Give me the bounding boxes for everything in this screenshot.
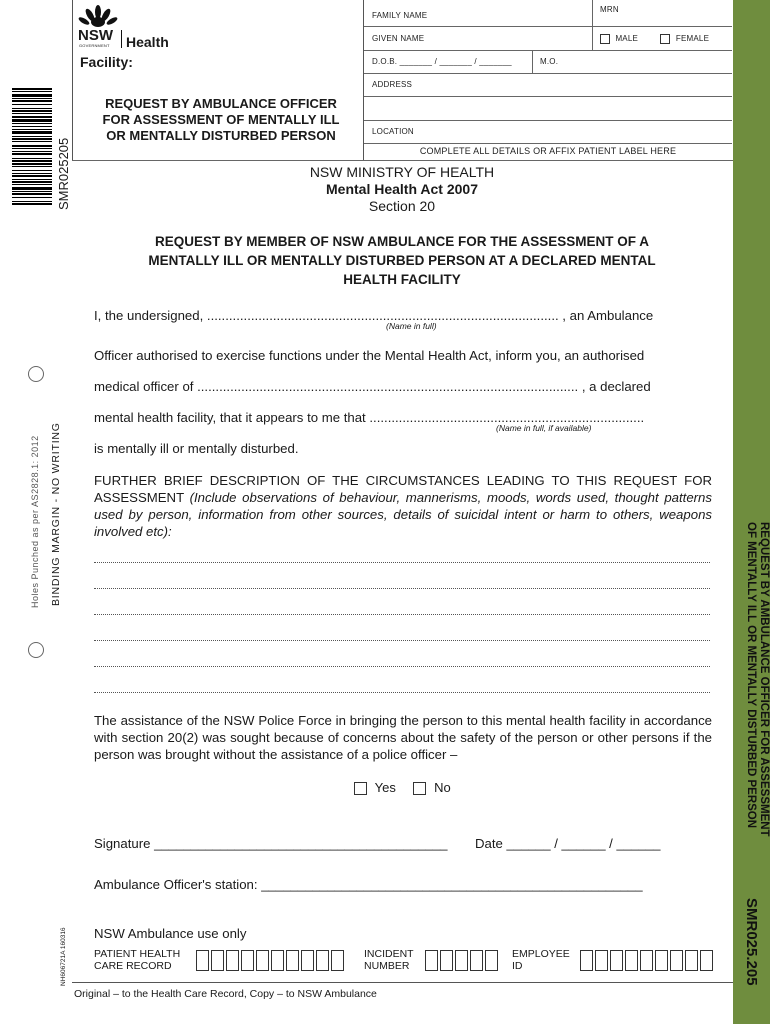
main-title-line: REQUEST BY MEMBER OF NSW AMBULANCE FOR THE ASSESSMENT OF A	[154, 234, 649, 249]
phcr-digit-box[interactable]	[226, 950, 239, 971]
nsw-logo-sub: GOVERNMENT	[79, 43, 110, 48]
name-in-full-hint: (Name in full)	[386, 321, 437, 331]
punch-hole-bottom	[28, 642, 44, 658]
act-heading: Mental Health Act 2007	[326, 181, 478, 197]
phcr-boxes	[196, 950, 346, 971]
barcode-bar	[12, 126, 52, 127]
phcr-digit-box[interactable]	[316, 950, 329, 971]
barcode-bar	[12, 175, 52, 177]
employee-digit-box[interactable]	[655, 950, 668, 971]
barcode-bar	[12, 181, 52, 183]
incident-digit-box[interactable]	[455, 950, 468, 971]
main-title	[72, 232, 732, 289]
barcode-bar	[12, 145, 52, 147]
further-caps: FURTHER BRIEF DESCRIPTION OF THE CIRCUMSTANCES LEADING TO THIS REQUEST FOR ASSESSMENT	[94, 473, 712, 505]
female-checkbox[interactable]	[660, 34, 670, 44]
section-heading: Section 20	[368, 198, 436, 214]
employee-label-line: EMPLOYEE	[512, 948, 570, 960]
officer-line: Officer authorised to exercise functions under the Mental Health Act, inform you, an authorised	[94, 348, 645, 363]
punch-hole-top	[28, 366, 44, 382]
barcode-bar	[12, 151, 52, 152]
further-description	[94, 472, 712, 540]
male-checkbox[interactable]	[600, 34, 610, 44]
family-name-field[interactable]: FAMILY NAME	[372, 11, 428, 20]
employee-digit-box[interactable]	[580, 950, 593, 971]
employee-digit-box[interactable]	[700, 950, 713, 971]
station-field[interactable]: Ambulance Officer's station: ____________________________________________________	[94, 877, 643, 892]
mentally-ill-line: is mentally ill or mentally disturbed.	[94, 441, 299, 456]
barcode-bar	[12, 173, 52, 174]
male-label: MALE	[615, 34, 639, 44]
barcode-bar	[12, 141, 52, 142]
barcode-bar	[12, 203, 52, 205]
phcr-label-line: CARE RECORD	[94, 960, 172, 972]
signature-field[interactable]: Signature ________________________________________	[94, 836, 448, 851]
employee-digit-box[interactable]	[640, 950, 653, 971]
ministry-heading: NSW MINISTRY OF HEALTH	[309, 164, 495, 180]
incident-boxes	[425, 950, 500, 971]
print-code: NH606721A 160316	[60, 927, 67, 986]
barcode-bar	[12, 110, 52, 112]
medical-officer-line[interactable]: medical officer of ........................................................................................................ , a declared	[94, 379, 651, 394]
date-field[interactable]: Date ______ / ______ / ______	[475, 836, 661, 851]
barcode-bar	[12, 166, 52, 167]
patient-label-note: COMPLETE ALL DETAILS OR AFFIX PATIENT LABEL HERE	[419, 146, 677, 156]
form-title-line: REQUEST BY AMBULANCE OFFICER	[105, 96, 337, 111]
incident-digit-box[interactable]	[485, 950, 498, 971]
barcode-bar	[12, 100, 52, 102]
main-title-line: HEALTH FACILITY	[343, 272, 461, 287]
barcode-bar	[12, 104, 52, 105]
police-assistance-text: The assistance of the NSW Police Force in bringing the person to this mental health facility in accordance with section 20(2) was sought because of concerns about the safety of the person or other persons if the person was brought without the assistance of a police officer –	[94, 713, 712, 762]
incident-digit-box[interactable]	[440, 950, 453, 971]
incident-digit-box[interactable]	[425, 950, 438, 971]
side-title-line2: OF MENTALLY ILL OR MENTALLY DISTURBED PERSON	[745, 522, 757, 829]
side-title-line1: REQUEST BY AMBULANCE OFFICER FOR ASSESSMENT	[758, 522, 770, 837]
barcode-bar	[12, 158, 52, 159]
facility-label: Facility:	[80, 54, 133, 70]
description-line[interactable]	[94, 614, 710, 615]
mo-field[interactable]: M.O.	[540, 57, 559, 66]
barcode-bar	[12, 131, 52, 134]
ambulance-use-heading: NSW Ambulance use only	[94, 926, 247, 941]
description-line[interactable]	[94, 562, 710, 563]
barcode-bar	[12, 98, 52, 99]
barcode-bar	[12, 94, 52, 97]
phcr-label	[94, 948, 180, 972]
holes-note: Holes Punched as per AS2828.1: 2012	[30, 435, 40, 608]
phcr-digit-box[interactable]	[286, 950, 299, 971]
sex-options	[600, 34, 709, 44]
barcode-bar	[12, 113, 52, 114]
side-title	[744, 522, 770, 837]
incident-label-line: NUMBER	[364, 960, 410, 972]
location-field[interactable]: LOCATION	[372, 127, 414, 136]
barcode-code: SMR025205	[56, 137, 71, 210]
address-field[interactable]: ADDRESS	[372, 80, 413, 89]
binding-margin-note: BINDING MARGIN - NO WRITING	[50, 422, 62, 606]
phcr-digit-box[interactable]	[331, 950, 344, 971]
incident-label-line: INCIDENT	[364, 948, 414, 960]
female-label: FEMALE	[675, 34, 710, 44]
incident-label	[364, 948, 414, 972]
employee-digit-box[interactable]	[685, 950, 698, 971]
yes-checkbox[interactable]	[354, 782, 367, 795]
nsw-logo-text: NSW	[78, 27, 113, 44]
person-name-hint: (Name in full, if available)	[496, 423, 592, 433]
form-title-line: FOR ASSESSMENT OF MENTALLY ILL	[102, 112, 340, 127]
employee-digit-box[interactable]	[625, 950, 638, 971]
barcode-bar	[12, 187, 52, 190]
form-title-line: OR MENTALLY DISTURBED PERSON	[106, 128, 336, 143]
yes-label: Yes	[374, 780, 396, 795]
employee-label-line: ID	[512, 960, 523, 972]
barcode-bar	[12, 201, 52, 202]
barcode-bar	[12, 193, 52, 195]
further-italic: (Include observations of behaviour, mannerisms, moods, words used, thought patterns used by person, information from other sources, details of suicidal intent or harm to others, weapons involved etc):	[94, 490, 712, 539]
phcr-digit-box[interactable]	[211, 950, 224, 971]
description-line[interactable]	[94, 692, 710, 693]
barcode-bar	[12, 179, 52, 180]
dob-field[interactable]: D.O.B. _______ / _______ / _______	[372, 57, 512, 66]
no-label: No	[434, 780, 451, 795]
phcr-label-line: PATIENT HEALTH	[94, 948, 181, 960]
phcr-digit-box[interactable]	[241, 950, 254, 971]
no-checkbox[interactable]	[413, 782, 426, 795]
employee-boxes	[580, 950, 715, 971]
description-line[interactable]	[94, 588, 710, 589]
phcr-digit-box[interactable]	[256, 950, 269, 971]
barcode-bar	[12, 88, 52, 90]
barcode-bar	[12, 160, 52, 162]
barcode-bar	[12, 119, 52, 122]
barcode-bar	[12, 138, 52, 140]
barcode-bar	[12, 116, 52, 118]
barcode	[12, 88, 58, 208]
barcode-bar	[12, 184, 52, 185]
side-band	[733, 0, 770, 1024]
description-line[interactable]	[94, 640, 710, 641]
barcode-bar	[12, 136, 52, 137]
barcode-bar	[12, 123, 52, 124]
side-form-code: SMR025.205	[743, 898, 760, 986]
yes-no-options	[354, 780, 451, 795]
barcode-bar	[12, 153, 52, 155]
employee-digit-box[interactable]	[670, 950, 683, 971]
person-name-line[interactable]: mental health facility, that it appears to me that ...........................................................................	[94, 410, 645, 425]
given-name-field[interactable]: GIVEN NAME	[372, 34, 425, 43]
barcode-bar	[12, 148, 52, 149]
barcode-bar	[12, 91, 52, 92]
barcode-bar	[12, 108, 52, 109]
main-title-line: MENTALLY ILL OR MENTALLY DISTURBED PERSON AT A DECLARED MENTAL	[148, 253, 656, 268]
form-title-left	[76, 96, 366, 144]
barcode-bar	[12, 191, 52, 192]
mrn-field[interactable]: MRN	[600, 5, 619, 14]
employee-digit-box[interactable]	[595, 950, 608, 971]
barcode-bar	[12, 163, 52, 165]
employee-digit-box[interactable]	[610, 950, 623, 971]
health-label: Health	[126, 34, 169, 50]
incident-digit-box[interactable]	[470, 950, 483, 971]
phcr-digit-box[interactable]	[271, 950, 284, 971]
employee-label	[512, 948, 570, 972]
barcode-bar	[12, 129, 52, 130]
phcr-digit-box[interactable]	[301, 950, 314, 971]
barcode-bar	[12, 170, 52, 171]
barcode-bar	[12, 197, 52, 198]
footer-note: Original – to the Health Care Record, Copy – to NSW Ambulance	[74, 988, 377, 1000]
undersigned-line[interactable]: I, the undersigned, ................................................................................................ , an Ambulance	[94, 308, 654, 323]
phcr-digit-box[interactable]	[196, 950, 209, 971]
description-line[interactable]	[94, 666, 710, 667]
